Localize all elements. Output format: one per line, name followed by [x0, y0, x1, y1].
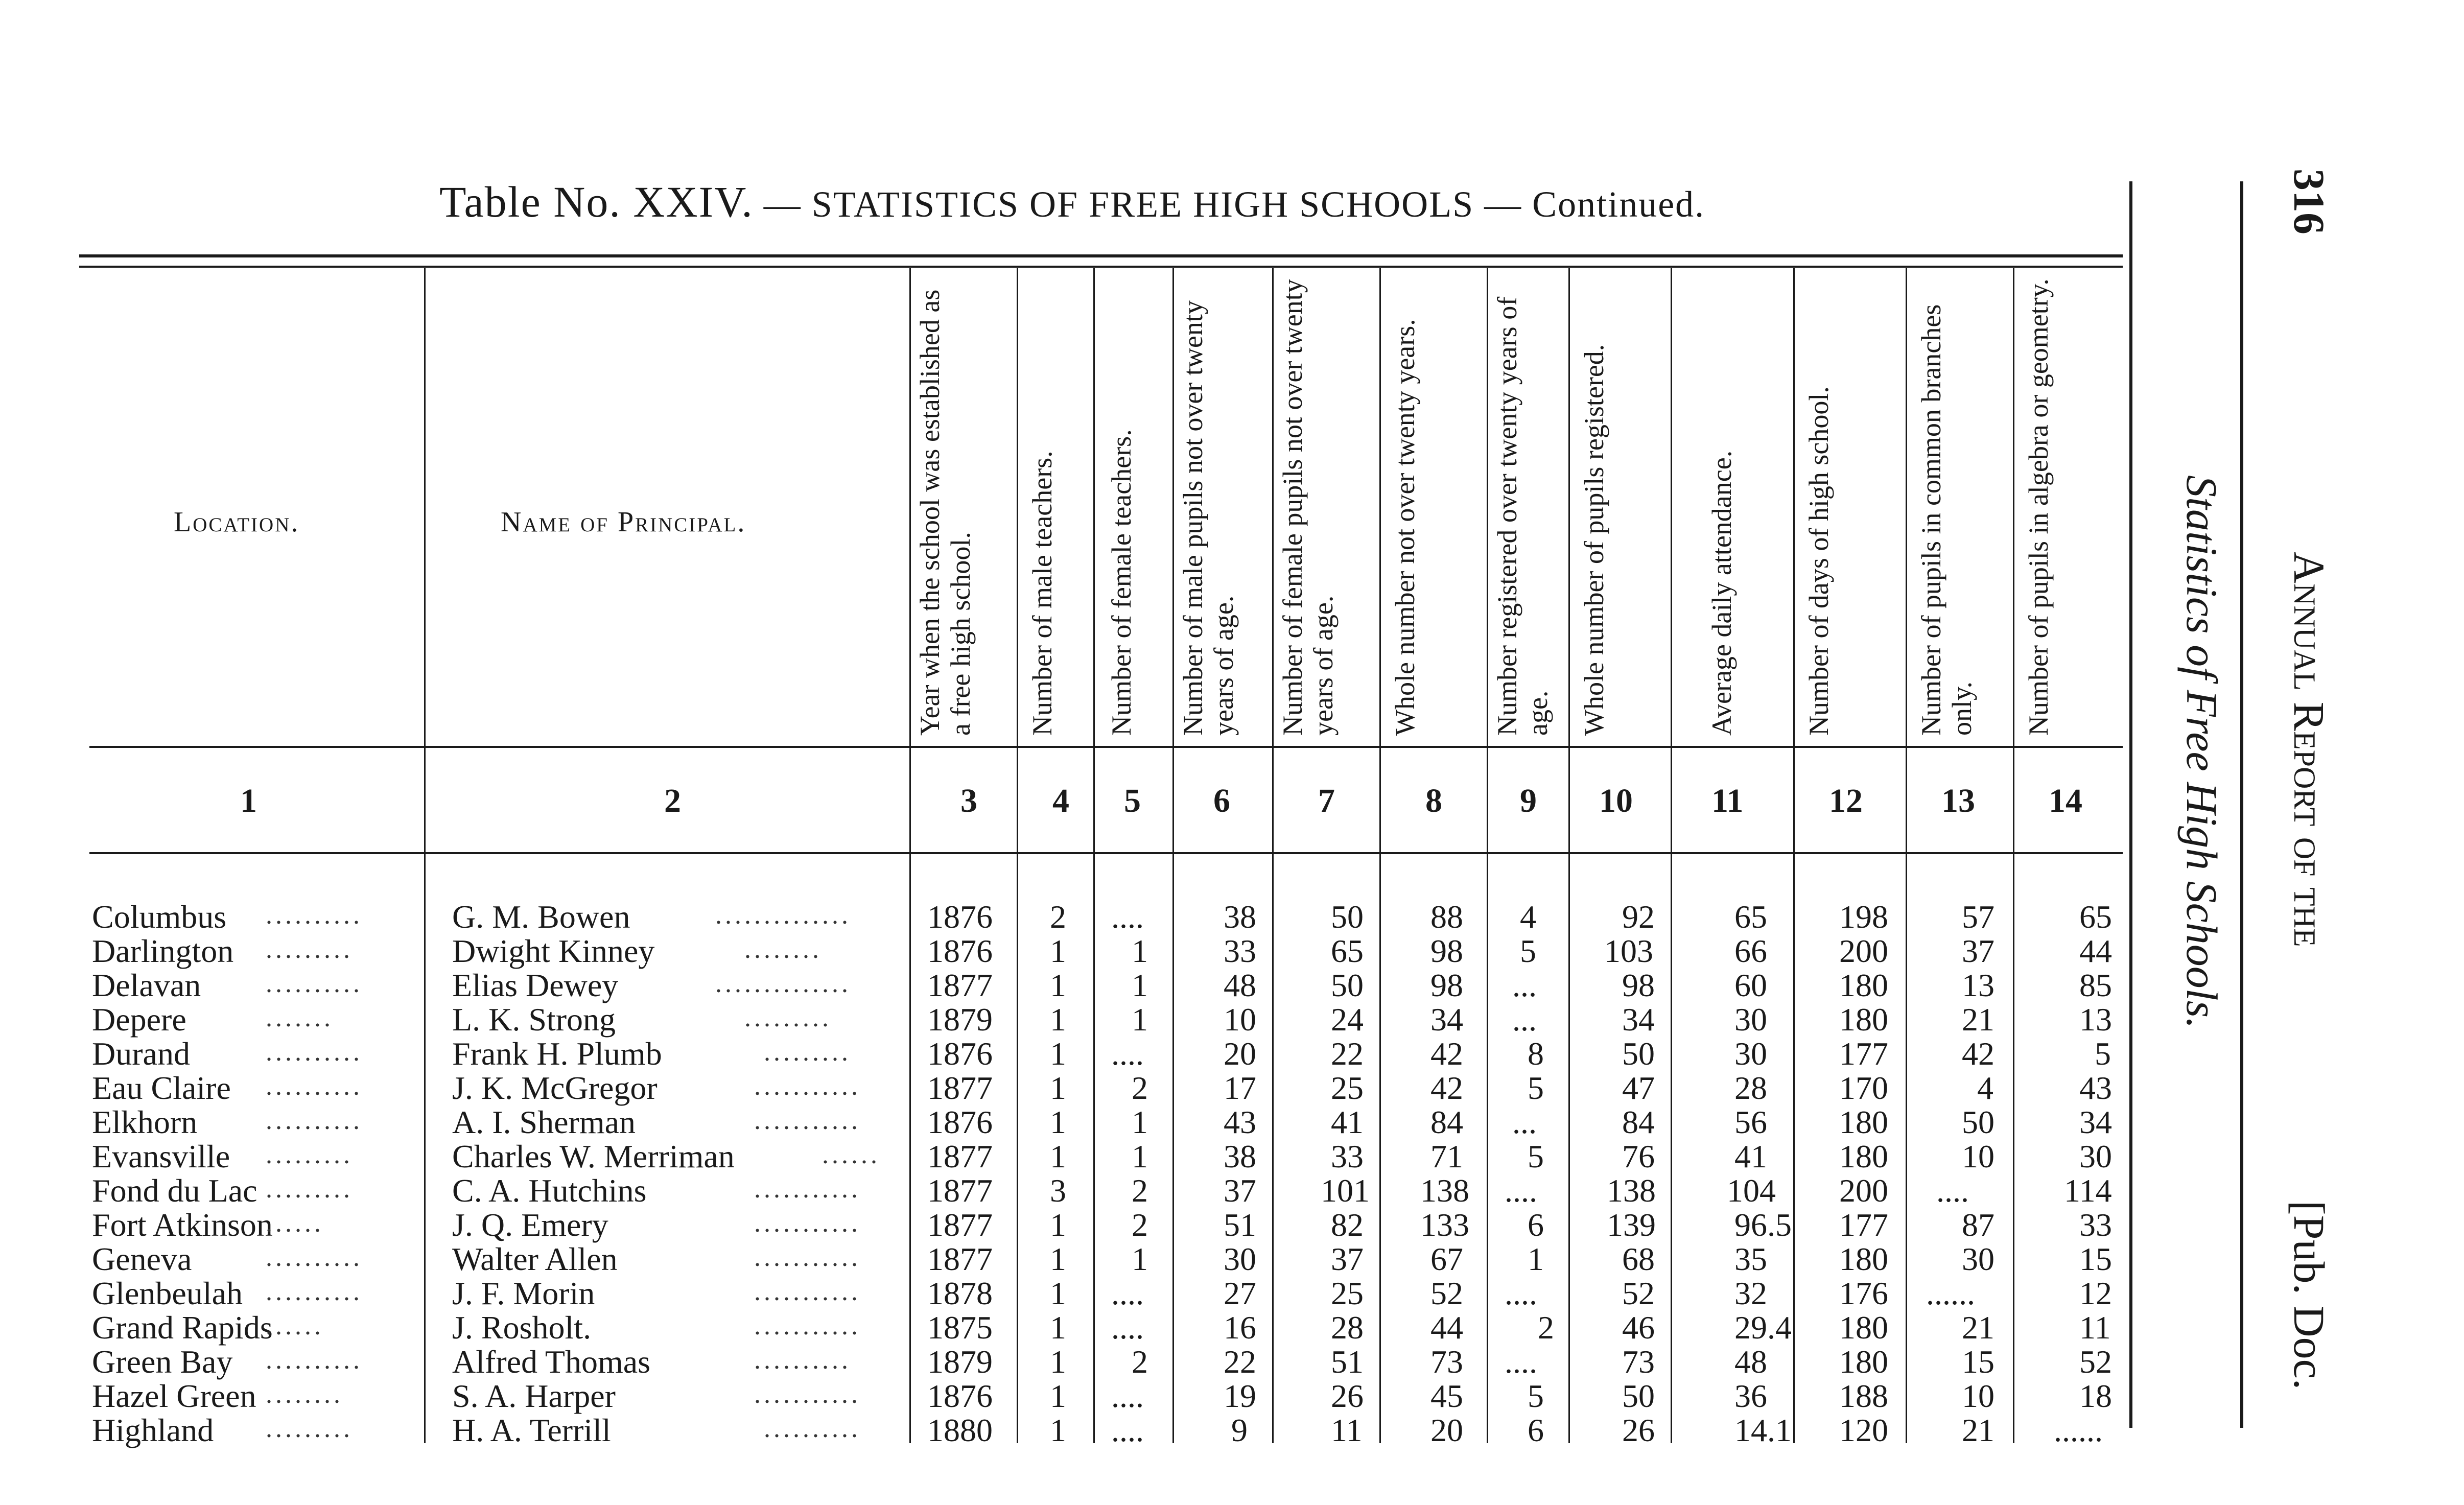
column-header-days-of-school: Number of days of high school.	[1803, 386, 1834, 736]
whole-not-over-twenty-cell: 71	[1430, 1138, 1463, 1174]
whole-not-over-twenty-cell: 138	[1420, 1172, 1469, 1209]
whole-not-over-twenty-cell: 42	[1430, 1036, 1463, 1072]
algebra-geometry-cell: 52	[2079, 1344, 2112, 1380]
female-teachers-cell: 1	[1132, 1241, 1148, 1277]
female-pupils-cell: 22	[1331, 1036, 1364, 1072]
days-cell: 188	[1839, 1378, 1888, 1414]
location-cell: Durand	[92, 1036, 190, 1072]
days-cell: 177	[1839, 1207, 1888, 1243]
principal-leaders: .............. ........ .............. ......... ......... ........... ........... ...... ........... ........... ........... ........... ........... .......... ........... ..........	[715, 901, 880, 1443]
column-header-average-attendance: Average daily attendance.	[1706, 450, 1737, 736]
running-head: Annual Report of the	[2285, 552, 2334, 947]
female-pupils-cell: 50	[1331, 967, 1364, 1003]
algebra-geometry-cell: 65	[2079, 899, 2112, 935]
common-branches-cell: 4	[1977, 1070, 1993, 1106]
male-teachers-cell: 3	[1050, 1172, 1066, 1209]
year-cell: 1877	[927, 1070, 993, 1106]
year-cell: 1876	[927, 1378, 993, 1414]
principal-cell: Frank H. Plumb	[452, 1036, 662, 1072]
registered-over-twenty-cell: 5	[1528, 1138, 1544, 1174]
column-header-female-teachers: Number of female teachers.	[1106, 429, 1137, 736]
column-rule	[424, 268, 426, 1443]
running-title: Statistics of Free High Schools.	[2177, 475, 2226, 1029]
male-teachers-cell: 1	[1050, 1241, 1066, 1277]
common-branches-cell: 37	[1962, 933, 1994, 969]
male-teachers-cell: 1	[1050, 1344, 1066, 1380]
column-number: 1	[240, 782, 257, 819]
male-pupils-cell: 16	[1224, 1309, 1256, 1346]
female-teachers-cell: ....	[1111, 1309, 1144, 1346]
male-pupils-cell: 51	[1224, 1207, 1256, 1243]
female-pupils-cell: 41	[1331, 1104, 1364, 1140]
male-pupils-cell: 37	[1224, 1172, 1256, 1209]
whole-registered-cell: 46	[1622, 1309, 1655, 1346]
common-branches-cell: 15	[1962, 1344, 1994, 1380]
algebra-geometry-cell: 44	[2079, 933, 2112, 969]
algebra-geometry-cell: 34	[2079, 1104, 2112, 1140]
male-teachers-cell: 1	[1050, 1138, 1066, 1174]
female-pupils-cell: 37	[1331, 1241, 1364, 1277]
common-branches-cell: 21	[1962, 1001, 1994, 1038]
registered-over-twenty-cell: ....	[1505, 1344, 1537, 1380]
principal-cell: Walter Allen	[452, 1241, 618, 1277]
days-cell: 200	[1839, 933, 1888, 969]
whole-not-over-twenty-cell: 42	[1430, 1070, 1463, 1106]
male-pupils-cell: 43	[1224, 1104, 1256, 1140]
algebra-geometry-cell: 43	[2079, 1070, 2112, 1106]
column-number: 5	[1124, 782, 1141, 819]
year-cell: 1877	[927, 1207, 993, 1243]
days-cell: 180	[1839, 1138, 1888, 1174]
column-rule	[1793, 268, 1795, 1443]
whole-registered-cell: 76	[1622, 1138, 1655, 1174]
column-number: 4	[1052, 782, 1069, 819]
column-rule	[1487, 268, 1488, 1443]
location-cell: Columbus	[92, 899, 227, 935]
average-attendance-cell: 36	[1734, 1378, 1767, 1414]
female-pupils-cell: 25	[1331, 1070, 1364, 1106]
column-rule	[1671, 268, 1672, 1443]
principal-cell: Alfred Thomas	[452, 1344, 651, 1380]
year-cell: 1877	[927, 1172, 993, 1209]
column-number: 14	[2049, 782, 2082, 819]
location-cell: Grand Rapids	[92, 1309, 273, 1346]
whole-registered-cell: 52	[1622, 1275, 1655, 1311]
registered-over-twenty-cell: ...	[1512, 1104, 1537, 1140]
female-teachers-cell: ....	[1111, 899, 1144, 935]
whole-not-over-twenty-cell: 34	[1430, 1001, 1463, 1038]
common-branches-cell: 42	[1962, 1036, 1994, 1072]
average-attendance-cell: 104	[1727, 1172, 1776, 1209]
female-teachers-cell: ....	[1111, 1275, 1144, 1311]
male-teachers-cell: 1	[1050, 933, 1066, 969]
days-cell: 180	[1839, 1241, 1888, 1277]
female-pupils-cell: 24	[1331, 1001, 1364, 1038]
whole-not-over-twenty-cell: 73	[1430, 1344, 1463, 1380]
whole-registered-cell: 50	[1622, 1378, 1655, 1414]
column-header-whole-not-over-twenty: Whole number not over twenty years.	[1390, 319, 1420, 736]
whole-registered-cell: 73	[1622, 1344, 1655, 1380]
location-cell: Elkhorn	[92, 1104, 198, 1140]
column-header-common-branches: Number of pupils in common branches only.	[1916, 304, 1977, 736]
location-cell: Glenbeulah	[92, 1275, 243, 1311]
male-pupils-cell: 20	[1224, 1036, 1256, 1072]
registered-over-twenty-cell: 8	[1528, 1036, 1544, 1072]
algebra-geometry-cell: 12	[2079, 1275, 2112, 1311]
algebra-geometry-cell: 85	[2079, 967, 2112, 1003]
whole-not-over-twenty-cell: 98	[1430, 933, 1463, 969]
male-pupils-cell: 38	[1224, 899, 1256, 935]
location-cell: Depere	[92, 1001, 186, 1038]
whole-not-over-twenty-cell: 20	[1430, 1412, 1463, 1448]
days-cell: 176	[1839, 1275, 1888, 1311]
header-bottom-rule	[89, 746, 2123, 748]
common-branches-cell: 13	[1962, 967, 1994, 1003]
male-teachers-cell: 1	[1050, 967, 1066, 1003]
location-cell: Darlington	[92, 933, 234, 969]
common-branches-cell: 10	[1962, 1378, 1994, 1414]
year-cell: 1877	[927, 1241, 993, 1277]
common-branches-cell: 30	[1962, 1241, 1994, 1277]
whole-not-over-twenty-cell: 52	[1430, 1275, 1463, 1311]
principal-cell: J. Rosholt.	[452, 1309, 592, 1346]
male-teachers-cell: 1	[1050, 1070, 1066, 1106]
pub-doc-label: [Pub. Doc.	[2285, 1201, 2334, 1390]
days-cell: 180	[1839, 1001, 1888, 1038]
column-number: 13	[1941, 782, 1975, 819]
days-cell: 120	[1839, 1412, 1888, 1448]
principal-cell: J. Q. Emery	[452, 1207, 608, 1243]
average-attendance-cell: 32	[1734, 1275, 1767, 1311]
location-cell: Delavan	[92, 967, 201, 1003]
common-branches-cell: 21	[1962, 1309, 1994, 1346]
location-cell: Fond du Lac	[92, 1172, 257, 1209]
male-teachers-cell: 2	[1050, 899, 1066, 935]
registered-over-twenty-cell: 5	[1520, 933, 1536, 969]
whole-registered-cell: 50	[1622, 1036, 1655, 1072]
table-title-prefix: Table No. XXIV.	[439, 177, 754, 226]
male-pupils-cell: 10	[1224, 1001, 1256, 1038]
algebra-geometry-cell: 5	[2095, 1036, 2111, 1072]
female-teachers-cell: 1	[1132, 967, 1148, 1003]
registered-over-twenty-cell: 2	[1538, 1309, 1554, 1346]
algebra-geometry-cell: 18	[2079, 1378, 2112, 1414]
registered-over-twenty-cell: ...	[1512, 1001, 1537, 1038]
year-cell: 1876	[927, 1036, 993, 1072]
male-pupils-cell: 22	[1224, 1344, 1256, 1380]
year-cell: 1876	[927, 899, 993, 935]
year-cell: 1879	[927, 1344, 993, 1380]
year-cell: 1878	[927, 1275, 993, 1311]
column-header-male-pupils: Number of male pupils not over twenty years of age.	[1178, 300, 1239, 736]
column-rule	[1172, 268, 1174, 1443]
column-rule	[909, 268, 911, 1443]
days-cell: 177	[1839, 1036, 1888, 1072]
column-number: 9	[1520, 782, 1537, 819]
female-pupils-cell: 26	[1331, 1378, 1364, 1414]
female-pupils-cell: 28	[1331, 1309, 1364, 1346]
female-teachers-cell: 2	[1132, 1172, 1148, 1209]
whole-registered-cell: 92	[1622, 899, 1655, 935]
female-teachers-cell: 1	[1132, 1001, 1148, 1038]
female-teachers-cell: ....	[1111, 1412, 1144, 1448]
whole-not-over-twenty-cell: 44	[1430, 1309, 1463, 1346]
female-teachers-cell: 1	[1132, 1138, 1148, 1174]
female-teachers-cell: 1	[1132, 933, 1148, 969]
year-cell: 1877	[927, 1138, 993, 1174]
principal-cell: S. A. Harper	[452, 1378, 616, 1414]
registered-over-twenty-cell: 6	[1528, 1412, 1544, 1448]
algebra-geometry-cell: ......	[2054, 1412, 2103, 1448]
year-cell: 1880	[927, 1412, 993, 1448]
male-pupils-cell: 17	[1224, 1070, 1256, 1106]
male-teachers-cell: 1	[1050, 1309, 1066, 1346]
average-attendance-cell: 28	[1734, 1070, 1767, 1106]
column-number: 7	[1318, 782, 1335, 819]
whole-registered-cell: 139	[1607, 1207, 1656, 1243]
male-pupils-cell: 48	[1224, 967, 1256, 1003]
registered-over-twenty-cell: ....	[1505, 1275, 1537, 1311]
principal-cell: L. K. Strong	[452, 1001, 616, 1038]
female-teachers-cell: 2	[1132, 1207, 1148, 1243]
male-teachers-cell: 1	[1050, 1412, 1066, 1448]
male-pupils-cell: 38	[1224, 1138, 1256, 1174]
principal-cell: Elias Dewey	[452, 967, 619, 1003]
column-number: 12	[1829, 782, 1863, 819]
column-number: 6	[1213, 782, 1230, 819]
table-title-main: — STATISTICS OF FREE HIGH SCHOOLS — Continued.	[763, 184, 1705, 225]
year-cell: 1875	[927, 1309, 993, 1346]
algebra-geometry-cell: 114	[2064, 1172, 2112, 1209]
days-cell: 198	[1839, 899, 1888, 935]
registered-over-twenty-cell: 1	[1528, 1241, 1544, 1277]
column-rule	[1093, 268, 1095, 1443]
male-pupils-cell: 30	[1224, 1241, 1256, 1277]
female-teachers-cell: 1	[1132, 1104, 1148, 1140]
principal-cell: J. K. McGregor	[452, 1070, 658, 1106]
right-vertical-rule-1	[2129, 181, 2132, 1428]
days-cell: 180	[1839, 1104, 1888, 1140]
column-number: 10	[1599, 782, 1633, 819]
whole-registered-cell: 103	[1604, 933, 1653, 969]
female-teachers-cell: 2	[1132, 1344, 1148, 1380]
column-rule	[1379, 268, 1381, 1443]
top-double-rule-2	[79, 266, 2123, 268]
average-attendance-cell: 30	[1734, 1001, 1767, 1038]
female-pupils-cell: 33	[1331, 1138, 1364, 1174]
algebra-geometry-cell: 15	[2079, 1241, 2112, 1277]
column-header-whole-registered: Whole number of pupils registered.	[1579, 344, 1609, 736]
female-pupils-cell: 82	[1331, 1207, 1364, 1243]
average-attendance-cell: 14.1	[1734, 1412, 1792, 1448]
whole-not-over-twenty-cell: 98	[1430, 967, 1463, 1003]
common-branches-cell: 10	[1962, 1138, 1994, 1174]
column-header-algebra-geometry: Number of pupils in algebra or geometry.	[2023, 278, 2054, 736]
principal-cell: Dwight Kinney	[452, 933, 655, 969]
whole-registered-cell: 84	[1622, 1104, 1655, 1140]
location-leaders: .......... ......... .......... ....... .......... .......... .......... ......... ......... ...... .......... .......... ...... .......... ........ .........	[266, 901, 363, 1443]
days-cell: 180	[1839, 1309, 1888, 1346]
column-header-registered-over-twenty: Number registered over twenty years of age.	[1492, 296, 1553, 736]
year-cell: 1879	[927, 1001, 993, 1038]
location-cell: Hazel Green	[92, 1378, 256, 1414]
average-attendance-cell: 96.5	[1734, 1207, 1792, 1243]
days-cell: 170	[1839, 1070, 1888, 1106]
location-cell: Geneva	[92, 1241, 192, 1277]
common-branches-cell: ....	[1936, 1172, 1969, 1209]
location-cell: Evansville	[92, 1138, 230, 1174]
days-cell: 180	[1839, 967, 1888, 1003]
average-attendance-cell: 35	[1734, 1241, 1767, 1277]
registered-over-twenty-cell: 5	[1528, 1070, 1544, 1106]
right-vertical-rule-2	[2240, 181, 2243, 1428]
column-number: 3	[960, 782, 977, 819]
average-attendance-cell: 66	[1734, 933, 1767, 969]
table-title	[439, 176, 1705, 227]
principal-cell: A. I. Sherman	[452, 1104, 636, 1140]
principal-cell: G. M. Bowen	[452, 899, 630, 935]
male-teachers-cell: 1	[1050, 1001, 1066, 1038]
location-cell: Highland	[92, 1412, 214, 1448]
column-header-female-pupils: Number of female pupils not over twenty years of age.	[1277, 279, 1339, 736]
average-attendance-cell: 30	[1734, 1036, 1767, 1072]
column-rule	[1906, 268, 1907, 1443]
registered-over-twenty-cell: 6	[1528, 1207, 1544, 1243]
average-attendance-cell: 48	[1734, 1344, 1767, 1380]
year-cell: 1877	[927, 967, 993, 1003]
average-attendance-cell: 56	[1734, 1104, 1767, 1140]
female-pupils-cell: 101	[1321, 1172, 1370, 1209]
registered-over-twenty-cell: 5	[1528, 1378, 1544, 1414]
male-pupils-cell: 9	[1231, 1412, 1248, 1448]
column-rule	[1272, 268, 1274, 1443]
registered-over-twenty-cell: 4	[1520, 899, 1536, 935]
column-number: 8	[1425, 782, 1442, 819]
year-cell: 1876	[927, 933, 993, 969]
column-rule	[1568, 268, 1570, 1443]
algebra-geometry-cell: 33	[2079, 1207, 2112, 1243]
female-teachers-cell: 2	[1132, 1070, 1148, 1106]
male-teachers-cell: 1	[1050, 1207, 1066, 1243]
male-teachers-cell: 1	[1050, 1104, 1066, 1140]
female-pupils-cell: 11	[1331, 1412, 1363, 1448]
female-pupils-cell: 25	[1331, 1275, 1364, 1311]
female-pupils-cell: 51	[1331, 1344, 1364, 1380]
days-cell: 200	[1839, 1172, 1888, 1209]
male-pupils-cell: 19	[1224, 1378, 1256, 1414]
whole-not-over-twenty-cell: 88	[1430, 899, 1463, 935]
year-cell: 1876	[927, 1104, 993, 1140]
column-header-year-established: Year when the school was established as a free high school.	[914, 289, 976, 736]
top-double-rule-1	[79, 254, 2123, 257]
principal-cell: J. F. Morin	[452, 1275, 595, 1311]
female-pupils-cell: 50	[1331, 899, 1364, 935]
male-pupils-cell: 33	[1224, 933, 1256, 969]
location-cell: Fort Atkinson	[92, 1207, 273, 1243]
female-pupils-cell: 65	[1331, 933, 1364, 969]
male-pupils-cell: 27	[1224, 1275, 1256, 1311]
average-attendance-cell: 65	[1734, 899, 1767, 935]
whole-registered-cell: 34	[1622, 1001, 1655, 1038]
algebra-geometry-cell: 11	[2079, 1309, 2111, 1346]
column-rule	[2013, 268, 2014, 1443]
column-rule	[1017, 268, 1018, 1443]
column-header-principal: Name of Principal.	[501, 506, 746, 538]
whole-registered-cell: 47	[1622, 1070, 1655, 1106]
whole-registered-cell: 68	[1622, 1241, 1655, 1277]
page-number: 316	[2285, 169, 2334, 234]
column-number: 2	[664, 782, 681, 819]
female-teachers-cell: ....	[1111, 1378, 1144, 1414]
algebra-geometry-cell: 30	[2079, 1138, 2112, 1174]
column-number: 11	[1711, 782, 1744, 819]
principal-cell: C. A. Hutchins	[452, 1172, 647, 1209]
common-branches-cell: 21	[1962, 1412, 1994, 1448]
average-attendance-cell: 29.4	[1734, 1309, 1792, 1346]
whole-not-over-twenty-cell: 45	[1430, 1378, 1463, 1414]
whole-registered-cell: 138	[1607, 1172, 1656, 1209]
location-cell: Eau Claire	[92, 1070, 231, 1106]
principal-cell: Charles W. Merriman	[452, 1138, 735, 1174]
registered-over-twenty-cell: ....	[1505, 1172, 1537, 1209]
whole-not-over-twenty-cell: 67	[1430, 1241, 1463, 1277]
registered-over-twenty-cell: ...	[1512, 967, 1537, 1003]
male-teachers-cell: 1	[1050, 1275, 1066, 1311]
column-header-location: Location.	[174, 506, 300, 538]
days-cell: 180	[1839, 1344, 1888, 1380]
common-branches-cell: 50	[1962, 1104, 1994, 1140]
principal-cell: H. A. Terrill	[452, 1412, 611, 1448]
whole-registered-cell: 98	[1622, 967, 1655, 1003]
common-branches-cell: 87	[1962, 1207, 1994, 1243]
male-teachers-cell: 1	[1050, 1378, 1066, 1414]
algebra-geometry-cell: 13	[2079, 1001, 2112, 1038]
average-attendance-cell: 41	[1734, 1138, 1767, 1174]
male-teachers-cell: 1	[1050, 1036, 1066, 1072]
whole-not-over-twenty-cell: 84	[1430, 1104, 1463, 1140]
common-branches-cell: 57	[1962, 899, 1994, 935]
whole-registered-cell: 26	[1622, 1412, 1655, 1448]
number-row-rule	[89, 852, 2123, 854]
common-branches-cell: ......	[1926, 1275, 1975, 1311]
column-header-male-teachers: Number of male teachers.	[1027, 451, 1058, 736]
female-teachers-cell: ....	[1111, 1036, 1144, 1072]
average-attendance-cell: 60	[1734, 967, 1767, 1003]
location-cell: Green Bay	[92, 1344, 233, 1380]
whole-not-over-twenty-cell: 133	[1420, 1207, 1469, 1243]
